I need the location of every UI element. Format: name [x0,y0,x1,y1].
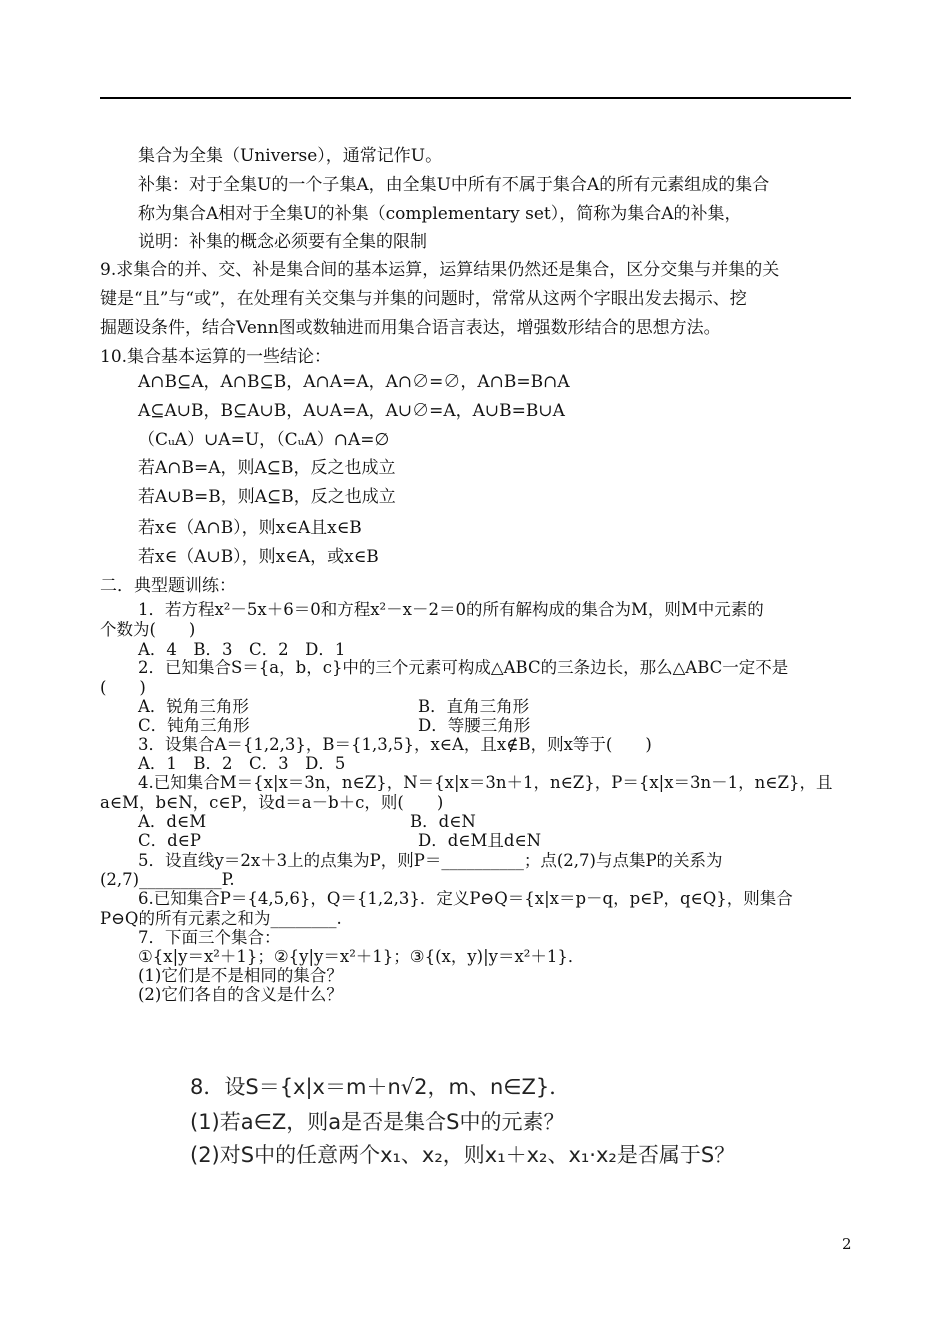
answer-option: D．等腰三角形 [418,716,531,735]
text-line: 称为集合A相对于全集U的补集（complementary set），简称为集合A的补集， [138,204,742,224]
text-line: 10.集合基本运算的一些结论： [100,347,332,367]
text-line: 掘题设条件，结合Venn图或数轴进而用集合语言表达，增强数形结合的思想方法。 [100,318,721,338]
header-rule [100,97,851,99]
text-line: 集合为全集（Universe），通常记作U。 [138,146,443,166]
answer-option: A．锐角三角形 [138,697,249,716]
question-text: 7．下面三个集合： [138,928,281,947]
text-line: 若A∩B=A，则A⊆B，反之也成立 [138,458,396,478]
text-line: 补集：对于全集U的一个子集A，由全集U中所有不属于集合A的所有元素组成的集合 [138,175,770,195]
question-text: 4.已知集合M＝{x|x＝3n，n∈Z}，N＝{x|x＝3n＋1，n∈Z}，P＝{x|x＝3n－1，n∈Z}，且 [138,773,833,792]
image-text-line: (1)若a∈Z，则a是否是集合S中的元素？ [190,1110,565,1134]
question-text: (1)它们是不是相同的集合？ [138,966,343,985]
question-text: 6.已知集合P＝{4,5,6}，Q＝{1,2,3}．定义P⊖Q＝{x|x＝p－q，p∈P，q∈Q}，则集合 [138,889,793,908]
answer-option: C．d∈P [138,831,202,850]
answer-option: C．钝角三角形 [138,716,250,735]
text-line: A∩B⊆A，A∩B⊆B，A∩A=A，A∩∅=∅，A∩B=B∩A [138,372,570,392]
question-text: ①{x|y＝x²＋1}；②{y|y＝x²＋1}；③{(x，y)|y＝x²＋1}． [138,947,585,966]
question-text: (2)它们各自的含义是什么？ [138,985,343,1004]
text-line: （CᵤA）∪A=U，（CᵤA）∩A=∅ [138,430,390,450]
answer-option: B．d∈N [410,812,476,831]
question-text: 1．若方程x²－5x＋6＝0和方程x²－x－2＝0的所有解构成的集合为M，则M中元素的 [138,600,764,619]
question-text: 个数为( ) [100,620,196,639]
text-line: A⊆A∪B，B⊆A∪B，A∪A=A，A∪∅=A，A∪B=B∪A [138,401,565,421]
question-text: a∈M，b∈N，c∈P，设d＝a－b＋c，则( ) [100,793,444,812]
page-number: 2 [842,1235,852,1253]
question-text: 5．设直线y＝2x＋3上的点集为P，则P＝__________；点(2,7)与点集P的关系为 [138,851,723,870]
answer-option: A．d∈M [138,812,207,831]
image-text-line: 8．设S＝{x|x＝m＋n√2，m、n∈Z}． [190,1075,571,1099]
embedded-question-image [190,1063,840,1173]
question-text: ( ) [100,678,146,697]
question-text: P⊖Q的所有元素之和为________. [100,909,342,928]
question-text: 3．设集合A＝{1,2,3}，B＝{1,3,5}，x∈A，且x∉B，则x等于( ) [138,735,652,754]
section-heading: 二．典型题训练： [100,576,236,596]
question-text: 2．已知集合S＝{a，b，c}中的三个元素可构成△ABC的三条边长，那么△ABC一定不是 [138,658,789,677]
answer-option: D．d∈M且d∈N [418,831,542,850]
answer-option: B．直角三角形 [418,697,530,716]
answer-options: A．1 B．2 C．3 D．5 [138,754,346,773]
text-line: 9.求集合的并、交、补是集合间的基本运算，运算结果仍然还是集合，区分交集与并集的关 [100,260,780,280]
answer-options: A．4 B．3 C．2 D．1 [138,640,346,659]
text-line: 说明：补集的概念必须要有全集的限制 [138,232,427,252]
text-line: 若x∈（A∩B），则x∈A且x∈B [138,518,362,538]
question-text: (2,7)__________P. [100,870,235,889]
text-line: 若A∪B=B，则A⊆B，反之也成立 [138,487,396,507]
text-line: 若x∈（A∪B），则x∈A，或x∈B [138,547,379,567]
image-text-line: (2)对S中的任意两个x₁、x₂，则x₁＋x₂、x₁·x₂是否属于S？ [190,1143,736,1167]
text-line: 键是“且”与“或”，在处理有关交集与并集的问题时，常常从这两个字眼出发去揭示、挖 [100,289,747,309]
